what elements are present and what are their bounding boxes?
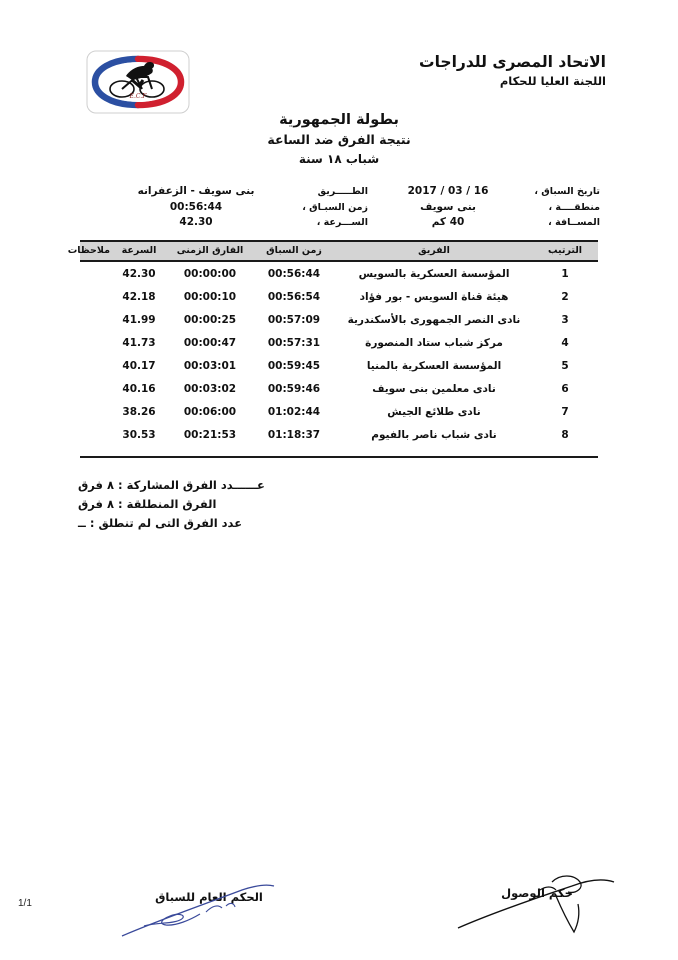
race-date-value: 16 / 03 / 2017 <box>407 185 489 197</box>
summary-block <box>0 476 678 533</box>
cell-speed: 41.99 <box>122 313 156 326</box>
race-time-label: زمن السبـاق ، <box>302 201 368 213</box>
distance-label: المســافة ، <box>548 217 600 228</box>
signature-chief-judge <box>124 890 294 904</box>
race-date-label: تاريخ السباق ، <box>534 186 600 197</box>
championship-title: بطولة الجمهورية <box>279 112 399 128</box>
logo-text: E.C.F <box>129 93 147 100</box>
cell-team-name: نادى معلمين بنى سويف <box>372 382 496 395</box>
cell-rank: 2 <box>561 290 569 303</box>
results-table <box>67 240 598 446</box>
cell-rank: 3 <box>561 313 569 326</box>
cell-rank: 7 <box>561 405 569 418</box>
table-row <box>80 261 598 285</box>
summary-participating-teams: عــــــدد الفرق المشاركة : ٨ فرق <box>78 478 265 492</box>
region-value: بنى سويف <box>420 200 476 213</box>
column-header-notes: ملاحظات <box>80 241 110 261</box>
cell-team-name: المؤسسة العسكرية بالسويس <box>358 267 510 280</box>
signature-chief-judge-label: الحكم العام للسباق <box>155 890 263 904</box>
cell-race-time: 00:56:44 <box>267 267 321 280</box>
info-row-distance <box>380 215 600 231</box>
cell-notes <box>80 331 110 354</box>
page-number: 1/1 <box>18 898 32 909</box>
cell-race-time: 00:57:31 <box>267 336 321 349</box>
category-title: شباب ١٨ سنة <box>298 151 380 166</box>
info-row-race-time <box>118 200 368 216</box>
cell-speed: 40.17 <box>122 359 156 372</box>
column-header-rank: الترتيب <box>532 241 598 261</box>
cell-rank: 4 <box>561 336 569 349</box>
results-table-zone <box>67 240 598 458</box>
cell-notes <box>80 423 110 446</box>
speed-value: 42.30 <box>179 216 213 228</box>
cell-time-gap: 00:00:47 <box>183 336 237 349</box>
cell-rank: 5 <box>561 359 569 372</box>
route-label: الطـــــريق <box>317 186 368 197</box>
summary-not-started-teams: عدد الفرق التى لم تنطلق : ــ <box>78 516 243 530</box>
event-subtitle: نتيجة الفرق ضد الساعة <box>267 132 411 148</box>
table-row <box>80 400 598 423</box>
ecf-logo-icon <box>86 50 190 114</box>
race-info-block <box>0 184 678 232</box>
organization-name: الاتحاد المصرى للدراجات <box>419 53 606 71</box>
table-header-row <box>80 241 598 261</box>
table-row <box>80 377 598 400</box>
cell-time-gap: 00:00:00 <box>183 267 237 280</box>
race-info-left-column <box>118 184 368 231</box>
cell-race-time: 01:18:37 <box>267 428 321 441</box>
cell-rank: 6 <box>561 382 569 395</box>
race-time-value: 00:56:44 <box>169 200 223 213</box>
cell-time-gap: 00:06:00 <box>183 405 237 418</box>
summary-started-teams: الفرق المنطلقة : ٨ فرق <box>78 497 217 511</box>
table-row <box>80 308 598 331</box>
cell-speed: 30.53 <box>122 428 156 441</box>
signature-finish-judge-label: حكم الوصول <box>501 886 573 900</box>
cell-notes <box>80 308 110 331</box>
cell-race-time: 01:02:44 <box>267 405 321 418</box>
table-bottom-rule <box>80 456 598 458</box>
results-table-body <box>80 261 598 446</box>
cell-rank: 8 <box>561 428 569 441</box>
cell-team-name: نادى النصر الجمهورى بالأسكندرية <box>347 313 521 326</box>
column-header-race-time: زمن السباق <box>252 241 336 261</box>
speed-label: الســـرعة ، <box>316 217 368 228</box>
cell-team-name: مركز شباب ستاد المنصورة <box>365 336 503 349</box>
cell-race-time: 00:57:09 <box>267 313 321 326</box>
document-title-block <box>0 110 678 168</box>
organization-subtitle: اللجنة العليا للحكام <box>499 73 606 88</box>
results-table-head <box>67 241 598 261</box>
organization-titles <box>419 52 606 90</box>
column-header-time-gap: الفارق الزمنى <box>168 241 252 261</box>
cell-time-gap: 00:03:02 <box>183 382 237 395</box>
cell-speed: 41.73 <box>122 336 156 349</box>
cell-notes <box>80 261 110 285</box>
table-row <box>80 354 598 377</box>
distance-value: 40 كم <box>431 216 465 228</box>
cell-speed: 42.18 <box>122 290 156 303</box>
cell-notes <box>80 354 110 377</box>
cell-race-time: 00:59:45 <box>267 359 321 372</box>
info-row-route <box>118 184 368 200</box>
column-header-team: الفريق <box>336 241 532 261</box>
cell-team-name: نادى شباب ناصر بالفيوم <box>371 428 497 441</box>
cell-team-name: نادى طلائع الجيش <box>387 405 481 418</box>
signature-finish-judge <box>462 886 612 900</box>
cell-speed: 40.16 <box>122 382 156 395</box>
signature-ink-black <box>456 872 626 934</box>
route-value: بنى سويف - الزعفرانه <box>137 185 255 197</box>
column-header-speed: السرعة <box>110 241 168 261</box>
table-row <box>80 423 598 446</box>
table-row <box>80 331 598 354</box>
cell-speed: 42.30 <box>122 267 156 280</box>
info-row-race-date <box>380 184 600 200</box>
cell-team-name: هيئة قناة السويس - بور فؤاد <box>359 290 509 303</box>
race-info-right-column <box>380 184 600 231</box>
info-row-region <box>380 200 600 216</box>
cell-time-gap: 00:03:01 <box>183 359 237 372</box>
cell-time-gap: 00:21:53 <box>183 428 237 441</box>
info-row-speed <box>118 215 368 231</box>
cell-rank: 1 <box>561 267 569 280</box>
cell-notes <box>80 377 110 400</box>
document-footer <box>0 880 678 960</box>
cell-notes <box>80 400 110 423</box>
region-label: منطقــــة ، <box>548 201 600 213</box>
ecf-logo <box>86 50 190 114</box>
cell-team-name: المؤسسة العسكرية بالمنيا <box>366 359 502 372</box>
cell-time-gap: 00:00:25 <box>183 313 237 326</box>
cell-race-time: 00:59:46 <box>267 382 321 395</box>
cell-race-time: 00:56:54 <box>267 290 321 303</box>
cell-speed: 38.26 <box>122 405 156 418</box>
cell-time-gap: 00:00:10 <box>183 290 237 303</box>
table-row <box>80 285 598 308</box>
cell-notes <box>80 285 110 308</box>
